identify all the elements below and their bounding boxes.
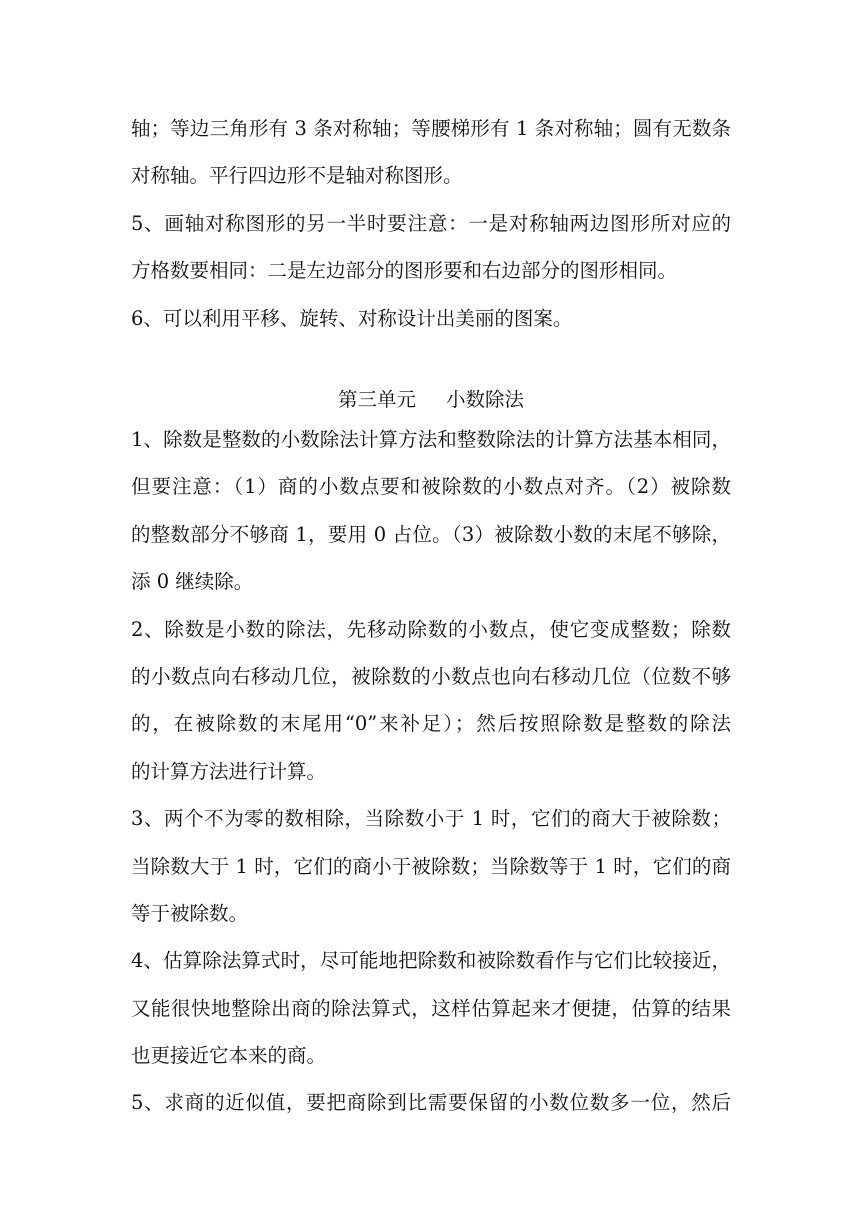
unit-title: 小数除法 xyxy=(446,388,525,411)
section-top-text xyxy=(131,105,731,342)
text-line: 3、两个不为零的数相除，当除数小于 1 时，它们的商大于被除数； xyxy=(131,807,731,831)
text-line: 等于被除数。 xyxy=(131,901,249,925)
text-line: 方格数要相同：二是左边部分的图形要和右边部分的图形相同。 xyxy=(131,259,678,283)
text-line: 的整数部分不够商 1，要用 0 占位。（3）被除数小数的末尾不够除， xyxy=(131,522,731,546)
text-line: 6、可以利用平移、旋转、对称设计出美丽的图案。 xyxy=(131,306,573,330)
text-line: 的计算方法进行计算。 xyxy=(131,759,327,783)
text-line: 也更接近它本来的商。 xyxy=(131,1044,327,1068)
text-line: 的，在被除数的末尾用“0”来补足）；然后按照除数是整数的除法 xyxy=(131,712,731,736)
text-line: 1、除数是整数的小数除法计算方法和整数除法的计算方法基本相同， xyxy=(131,428,731,451)
text-line: 又能很快地整除出商的除法算式，这样估算起来才便捷，估算的结果 xyxy=(131,996,731,1020)
text-line: 当除数大于 1 时，它们的商小于被除数；当除数等于 1 时，它们的商 xyxy=(131,854,731,878)
text-line: 但要注意：（1）商的小数点要和被除数的小数点对齐。（2）被除数 xyxy=(131,475,731,499)
text-line: 4、估算除法算式时，尽可能地把除数和被除数看作与它们比较接近， xyxy=(131,949,731,973)
unit-number: 第三单元 xyxy=(337,388,416,411)
text-line: 添 0 继续除。 xyxy=(131,570,254,594)
text-line: 5、求商的近似值，要把商除到比需要保留的小数位数多一位，然后 xyxy=(131,1091,731,1115)
section-bottom-text xyxy=(131,416,731,1127)
text-line: 轴；等边三角形有 3 条对称轴；等腰梯形有 1 条对称轴；圆有无数条 xyxy=(131,117,731,140)
text-line: 5、画轴对称图形的另一半时要注意：一是对称轴两边图形所对应的 xyxy=(131,211,731,235)
text-line: 的小数点向右移动几位，被除数的小数点也向右移动几位（位数不够 xyxy=(131,664,731,688)
text-line: 2、除数是小数的除法，先移动除数的小数点，使它变成整数；除数 xyxy=(131,617,731,641)
text-line: 对称轴。平行四边形不是轴对称图形。 xyxy=(131,164,463,188)
